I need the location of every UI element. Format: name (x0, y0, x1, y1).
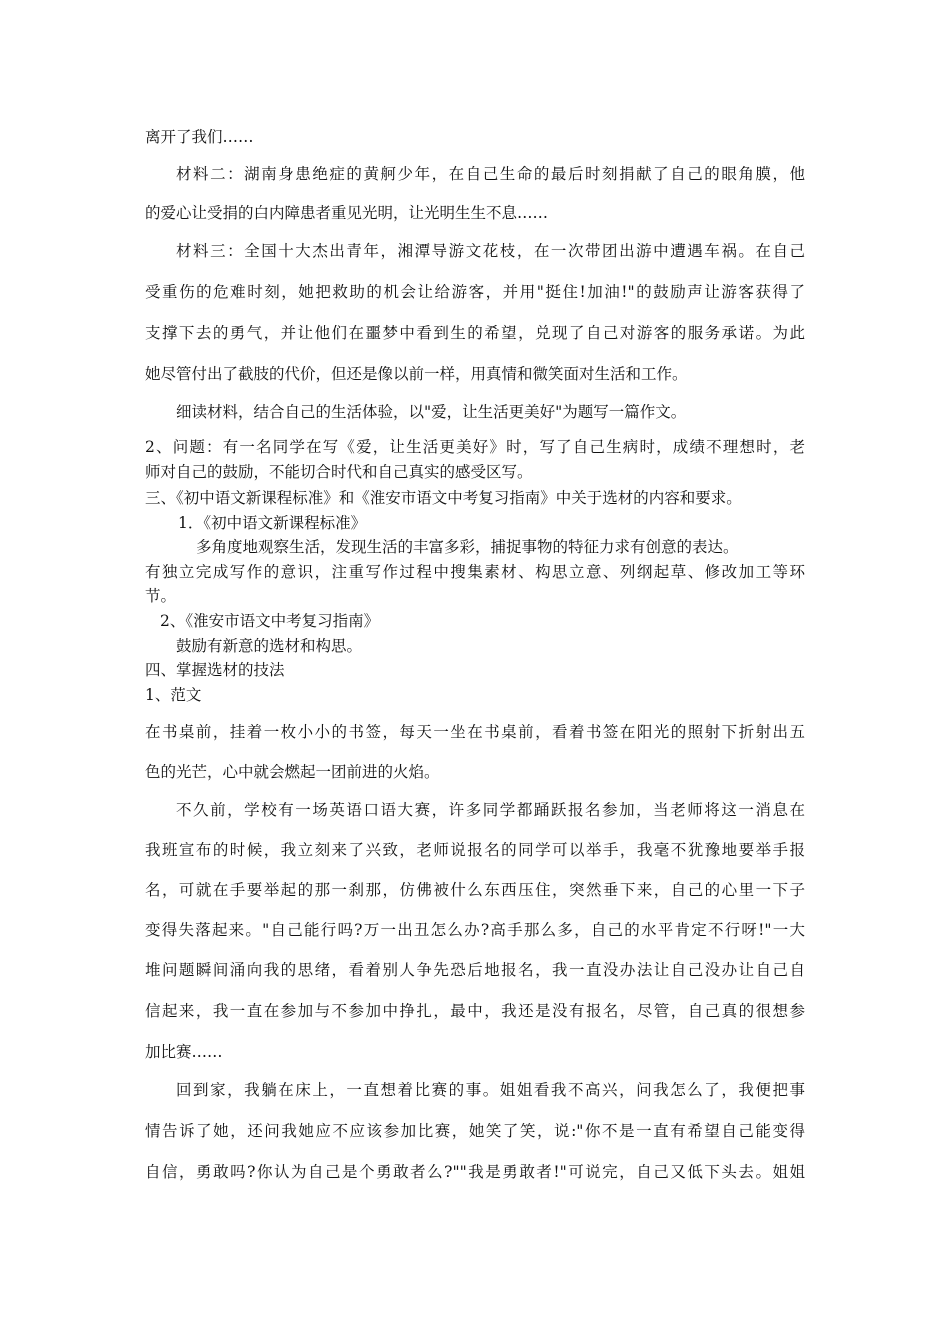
subheading: 1．《初中语文新课程标准》 (178, 514, 367, 532)
text-line: 多角度地观察生活，发现生活的丰富多彩，捕捉事物的特征力求有创意的表达。 (196, 538, 739, 556)
text-line: 她尽管付出了截肢的代价，但还是像以前一样，用真情和微笑面对生活和工作。 (145, 365, 688, 383)
text-line: 师对自己的鼓励，不能切合时代和自己真实的感受区写。 (145, 463, 533, 481)
text-line: 有独立完成写作的意识，注重写作过程中搜集素材、构思立意、列纲起草、修改加工等环 (145, 563, 805, 581)
subheading: 1、范文 (145, 686, 202, 704)
text-line: 在书桌前，挂着一枚小小的书签，每天一坐在书桌前，看着书签在阳光的照射下折射出五 (145, 723, 805, 741)
text-line: 细读材料，结合自己的生活体验，以"爱，让生活更美好"为题写一篇作文。 (176, 403, 687, 421)
text-line: 信起来，我一直在参加与不参加中挣扎，最中，我还是没有报名，尽管，自己真的很想参 (145, 1002, 805, 1020)
text-line: 名，可就在手要举起的那一刹那，仿佛被什么东西压住，突然垂下来，自己的心里一下子 (145, 881, 805, 899)
text-line: 受重伤的危难时刻，她把救助的机会让给游客，并用"挺住!加油!"的鼓励声让游客获得了 (145, 283, 805, 301)
text-line: 堆问题瞬间涌向我的思绪，看着别人争先恐后地报名，我一直没办法让自己没办让自己自 (145, 961, 805, 979)
text-line: 回到家，我躺在床上，一直想着比赛的事。姐姐看我不高兴，问我怎么了，我便把事 (176, 1081, 805, 1099)
text-line: 自信，勇敢吗?你认为自己是个勇敢者么?""我是勇敢者!"可说完，自己又低下头去。姐姐 (145, 1163, 805, 1181)
subheading: 2、《淮安市语文中考复习指南》 (160, 612, 380, 630)
text-line: 节。 (145, 587, 177, 605)
text-line: 色的光芒，心中就会燃起一团前进的火焰。 (145, 763, 440, 781)
section-heading: 四、掌握选材的技法 (145, 661, 285, 679)
text-line: 情告诉了她，还问我她应不应该参加比赛，她笑了笑，说:"你不是一直有希望自己能变得 (145, 1122, 805, 1140)
text-line: 离开了我们…… (145, 128, 254, 146)
text-line: 的爱心让受捐的白内障患者重见光明，让光明生生不息…… (145, 204, 549, 222)
text-line: 不久前，学校有一场英语口语大赛，许多同学都踊跃报名参加，当老师将这一消息在 (176, 801, 805, 819)
text-line: 我班宣布的时候，我立刻来了兴致，老师说报名的同学可以举手，我毫不犹豫地要举手报 (145, 841, 805, 859)
text-line: 2、问题：有一名同学在写《爱，让生活更美好》时，写了自己生病时，成绩不理想时，老 (145, 438, 805, 456)
text-line: 加比赛…… (145, 1043, 223, 1061)
text-line: 支撑下去的勇气，并让他们在噩梦中看到生的希望，兑现了自己对游客的服务承诺。为此 (145, 324, 805, 342)
text-line: 材料二：湖南身患绝症的黄舸少年，在自己生命的最后时刻捐献了自己的眼角膜，他 (176, 165, 805, 183)
text-line: 变得失落起来。"自己能行吗?万一出丑怎么办?高手那么多，自己的水平肯定不行呀!"一大 (145, 921, 805, 939)
text-line: 鼓励有新意的选材和构思。 (176, 637, 363, 655)
text-line: 材料三：全国十大杰出青年，湘潭导游文花枝，在一次带团出游中遭遇车祸。在自己 (176, 242, 805, 260)
section-heading: 三、《初中语文新课程标准》和《淮安市语文中考复习指南》中关于选材的内容和要求。 (145, 489, 742, 507)
